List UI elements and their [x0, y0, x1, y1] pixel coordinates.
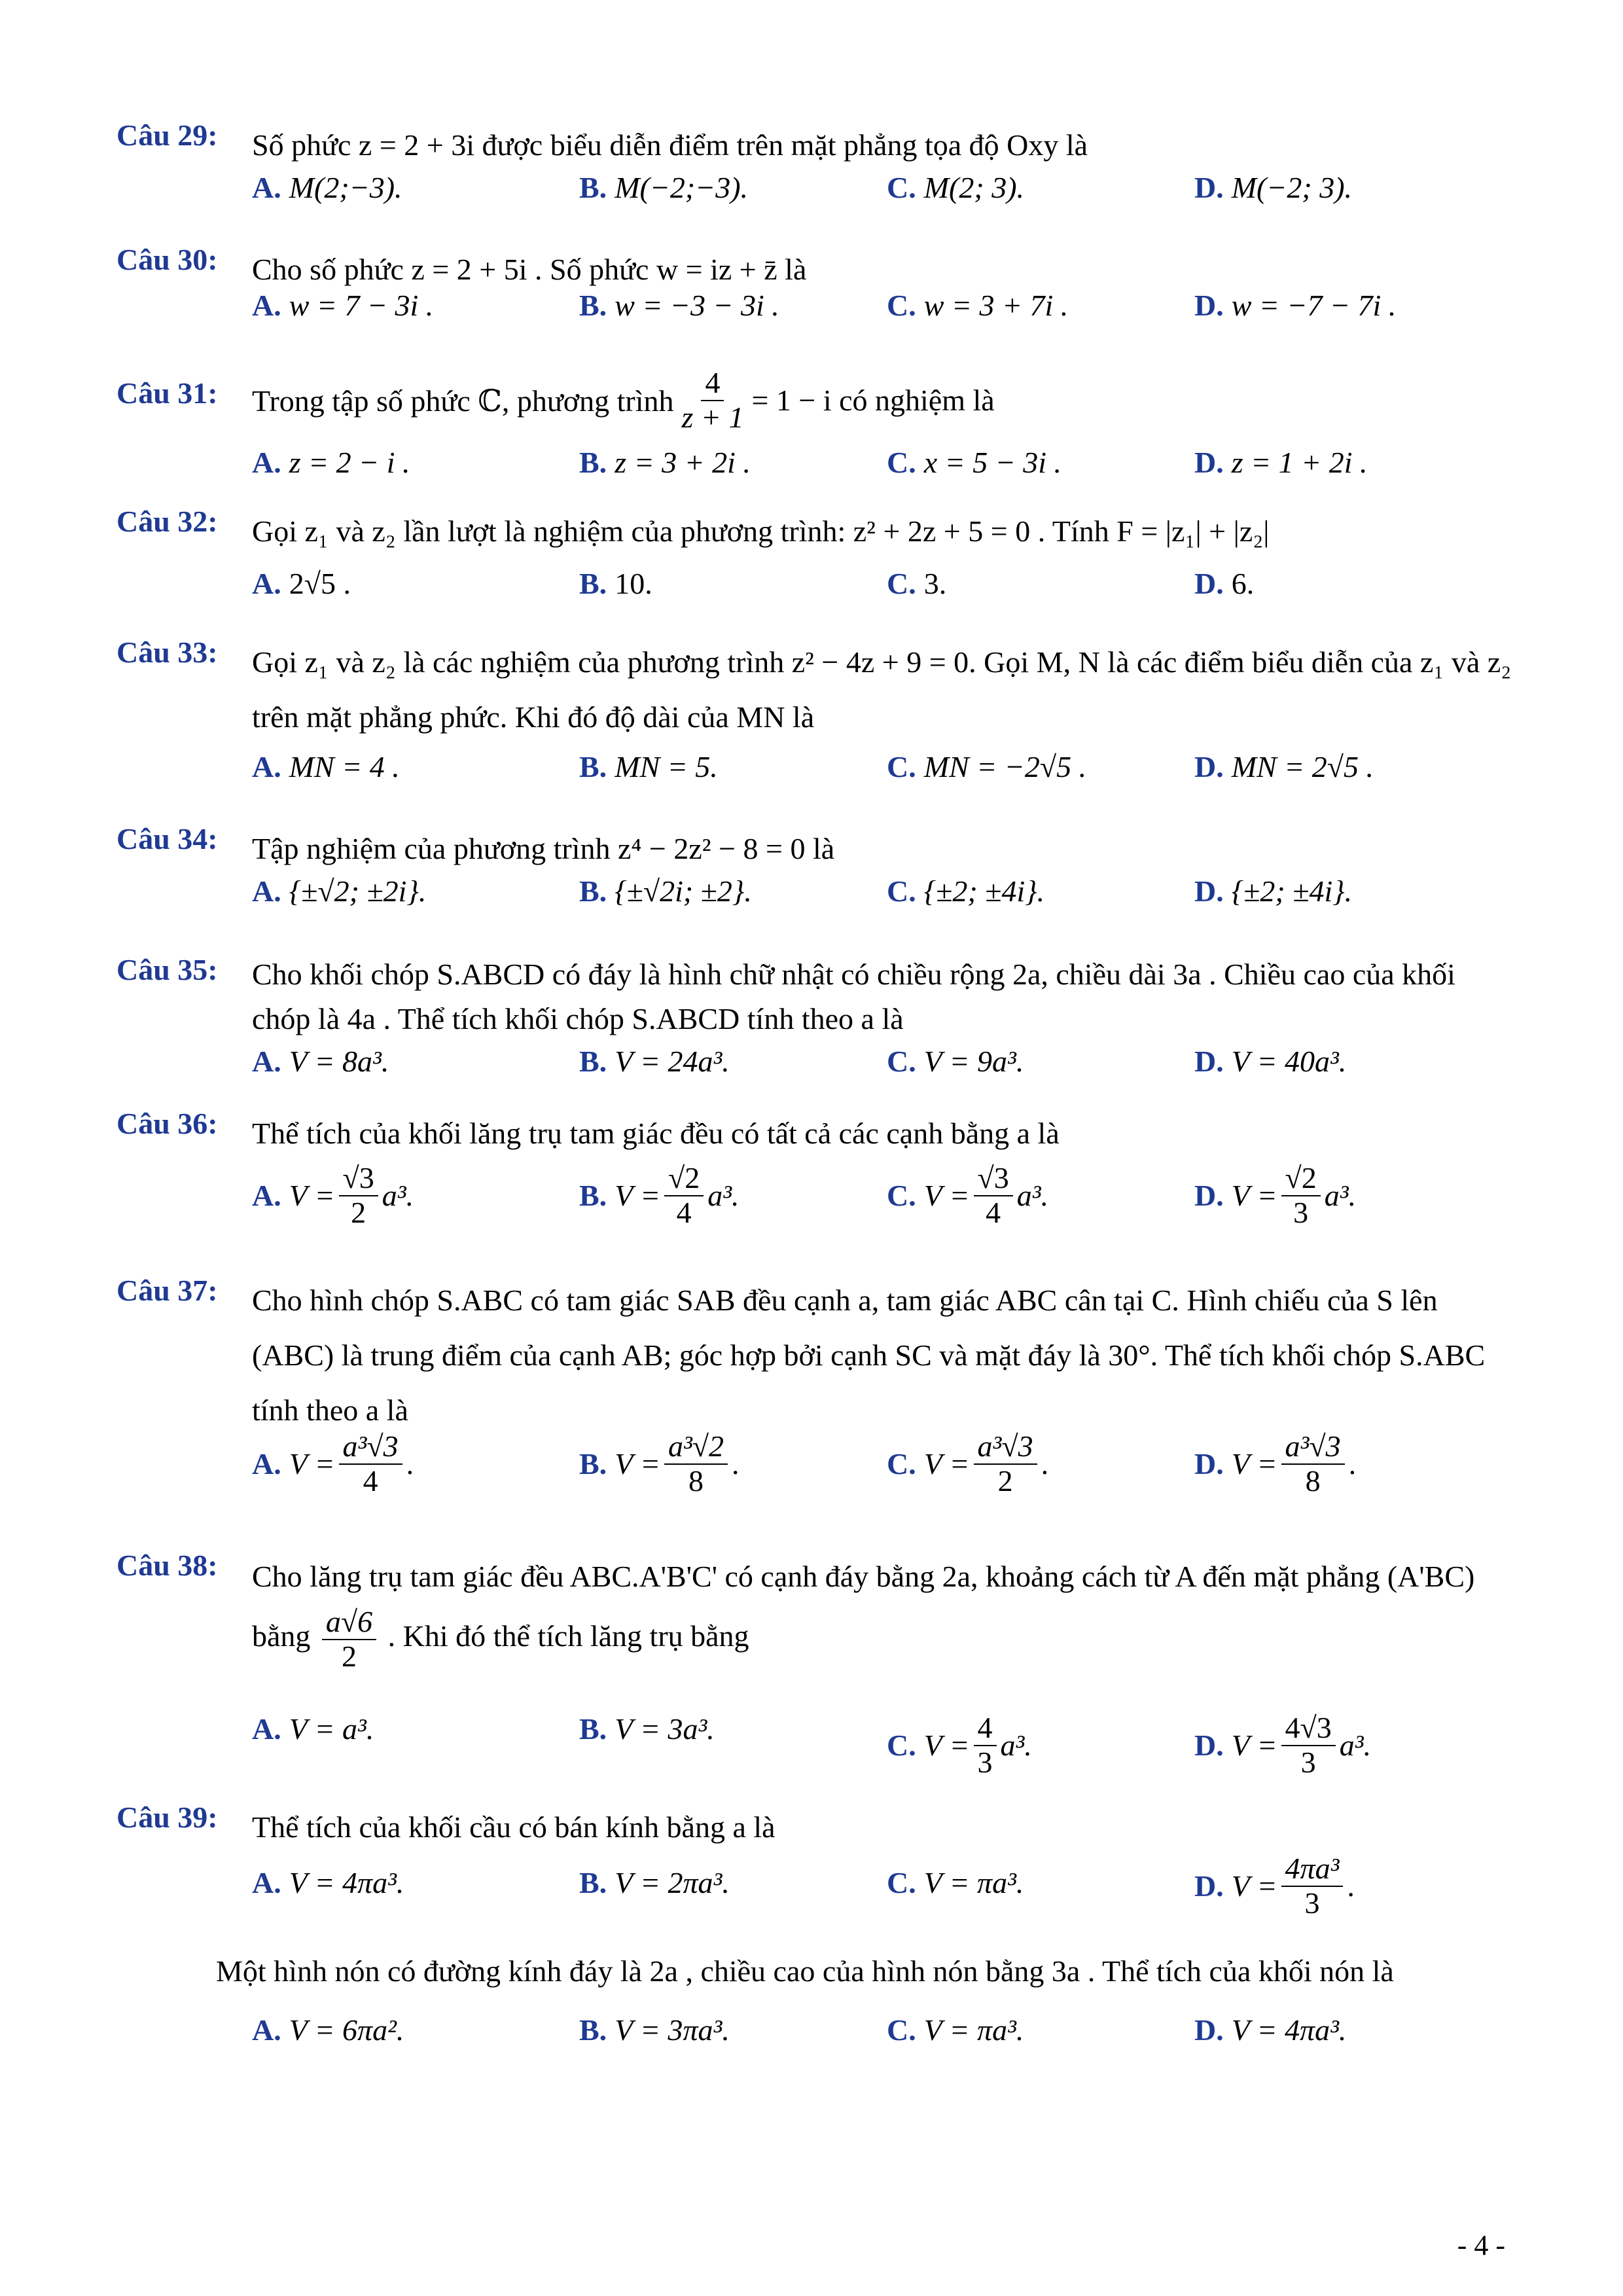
option-d: D. V = $\frac{√2}{3}$ a³. — [1194, 1161, 1357, 1229]
option-a: A. V = 6πa². — [252, 2013, 404, 2047]
fraction: $\frac{a√6}{2}$ — [322, 1605, 376, 1673]
option-d: D. w = −7 − 7i . — [1194, 289, 1397, 322]
option-c: C. 3. — [887, 567, 947, 600]
option-b: B. V = $\frac{\text{a³√2}}{8}$ . — [579, 1429, 740, 1498]
question-label: Câu 39: — [116, 1801, 218, 1834]
question-text: Cho khối chóp S.ABCD có đáy là hình chữ nhật có chiều rộng 2a, chiều dài 3a . Chiều cao của khối chóp là 4a . Thể tích khối chóp S.ABCD tính theo a là — [252, 958, 1455, 1035]
option-c: C. V = $\frac{\text{a³√3}}{2}$ . — [887, 1429, 1049, 1498]
option-d: D. V = 40a³. — [1194, 1045, 1347, 1078]
option-b: B. z = 3 + 2i . — [579, 446, 751, 479]
option-c: C. MN = −2√5 . — [887, 750, 1087, 783]
option-c: C. x = 5 − 3i . — [887, 446, 1062, 479]
option-a: A. V = a³. — [252, 1712, 374, 1746]
option-b: B. w = −3 − 3i . — [579, 289, 779, 322]
option-b: B. {±√2i; ±2}. — [579, 874, 752, 908]
option-b: B. V = 2πa³. — [579, 1866, 730, 1899]
question-text: Cho số phức z = 2 + 5i . Số phức w = iz + z̄ là — [252, 253, 807, 286]
page-number: - 4 - — [1457, 2229, 1505, 2261]
question-label: Câu 38: — [116, 1549, 218, 1582]
question-text: Một hình nón có đường kính đáy là 2a , chiều cao của hình nón bằng 3a . Thể tích của khối nón là — [216, 1954, 1394, 1988]
option-d: D. V = $\frac{4√3}{3}$ a³. — [1194, 1711, 1372, 1779]
question-label: Câu 34: — [116, 822, 218, 855]
option-c: C. M(2; 3). — [887, 171, 1025, 204]
option-a: A. MN = 4 . — [252, 750, 400, 783]
option-d: D. M(−2; 3). — [1194, 171, 1353, 204]
option-a: A. V = 4πa³. — [252, 1866, 404, 1899]
option-c: C. {±2; ±4i}. — [887, 874, 1045, 908]
option-c: C. V = $\frac{√3}{4}$ a³. — [887, 1161, 1049, 1229]
option-d: D. z = 1 + 2i . — [1194, 446, 1368, 479]
question-text: Số phức z = 2 + 3i được biểu diễn điểm trên mặt phẳng tọa độ Oxy là — [252, 128, 1088, 162]
option-b: B. V = $\frac{√2}{4}$ a³. — [579, 1161, 740, 1229]
question-text: Cho hình chóp S.ABC có tam giác SAB đều cạnh a, tam giác ABC cân tại C. Hình chiếu của S lên (ABC) là trung điểm của cạnh AB; góc hợp bởi cạnh SC và mặt đáy là 30°. Thể tích khối chóp S.ABC tính theo a là — [252, 1283, 1486, 1427]
option-b: B. M(−2;−3). — [579, 171, 749, 204]
option-c: C. V = 9a³. — [887, 1045, 1024, 1078]
option-a: A. 2√5 . — [252, 567, 351, 600]
option-c: C. V = πa³. — [887, 2013, 1024, 2047]
option-a: A. {±√2; ±2i}. — [252, 874, 427, 908]
fraction: $\frac{4}{z + 1}$ — [681, 366, 744, 434]
question-label: Câu 37: — [116, 1274, 218, 1307]
question-text: Thể tích của khối cầu có bán kính bằng a là — [252, 1810, 776, 1844]
question-text: Cho lăng trụ tam giác đều ABC.A'B'C' có cạnh đáy bằng 2a, khoảng cách từ A đến mặt phẳng (A'BC) bằng $\frac{a√6}{2}$ . Khi đó thể tích lăng trụ bằng — [252, 1560, 1475, 1673]
question-text: Thể tích của khối lăng trụ tam giác đều có tất cả các cạnh bằng a là — [252, 1117, 1060, 1150]
option-c: C. w = 3 + 7i . — [887, 289, 1069, 322]
option-a: A. w = 7 − 3i . — [252, 289, 434, 322]
option-b: B. V = 3a³. — [579, 1712, 715, 1746]
question-label: Câu 33: — [116, 636, 218, 669]
option-d: D. 6. — [1194, 567, 1255, 600]
option-b: B. V = 3πa³. — [579, 2013, 730, 2047]
option-d: D. V = 4πa³. — [1194, 2013, 1347, 2047]
question-text: Trong tập số phức ℂ, phương trình $\frac{4}{z + 1}$ = 1 − i có nghiệm là — [252, 366, 995, 434]
question-label: Câu 36: — [116, 1107, 218, 1140]
question-label: Câu 31: — [116, 376, 218, 410]
option-c: C. V = $\frac{4}{3}$ a³. — [887, 1711, 1032, 1779]
question-text: Gọi z₁ và z₂ lần lượt là nghiệm của phương trình: z² + 2z + 5 = 0 . Tính F = |z₁| + |z₂| — [252, 514, 1270, 548]
question-text: Gọi z₁ và z₂ là các nghiệm của phương trình z² − 4z + 9 = 0. Gọi M, N là các điểm biểu diễn của z₁ và z₂ trên mặt phẳng phức. Khi đó độ dài của MN là — [252, 645, 1512, 734]
option-a: A. z = 2 − i . — [252, 446, 410, 479]
question-text: Tập nghiệm của phương trình z⁴ − 2z² − 8 = 0 là — [252, 832, 835, 865]
option-a: A. V = $\frac{\text{a³√3}}{4}$ . — [252, 1429, 414, 1498]
option-d: D. V = $\frac{\text{4πa³}}{3}$ . — [1194, 1852, 1355, 1920]
option-a: A. M(2;−3). — [252, 171, 402, 204]
question-label: Câu 35: — [116, 953, 218, 986]
option-b: B. V = 24a³. — [579, 1045, 730, 1078]
option-b: B. 10. — [579, 567, 652, 600]
question-label: Câu 32: — [116, 505, 218, 538]
question-label: Câu 29: — [116, 118, 218, 152]
option-a: A. V = 8a³. — [252, 1045, 389, 1078]
option-d: D. V = $\frac{\text{a³√3}}{8}$ . — [1194, 1429, 1357, 1498]
option-b: B. MN = 5. — [579, 750, 718, 783]
option-a: A. V = $\frac{√3}{2}$ a³. — [252, 1161, 414, 1229]
question-label: Câu 30: — [116, 243, 218, 276]
option-d: D. {±2; ±4i}. — [1194, 874, 1353, 908]
option-c: C. V = πa³. — [887, 1866, 1024, 1899]
option-d: D. MN = 2√5 . — [1194, 750, 1374, 783]
